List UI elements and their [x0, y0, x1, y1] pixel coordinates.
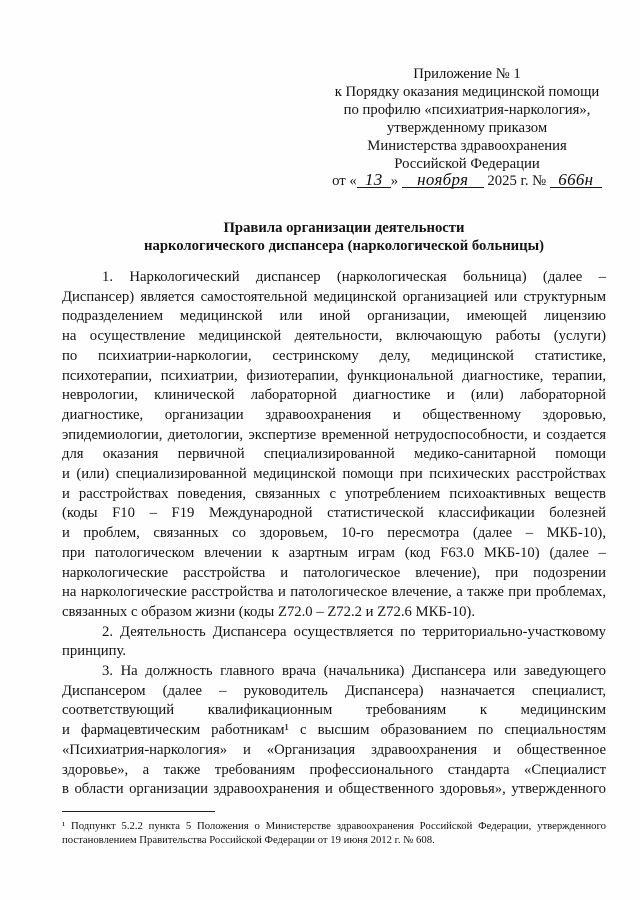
date-year: 2025 г. №: [487, 173, 547, 190]
appendix-header-line: к Порядку оказания медицинской помощи: [334, 83, 600, 100]
footnote-line: ¹ Подпункт 5.2.2 пункта 5 Положения о Министерстве здравоохранения Российской Федерации, утвержденного: [62, 820, 606, 832]
paragraph-line: и (или) специализированной медицинской помощи при психических расстройствах: [62, 466, 606, 483]
paragraph-line: на осуществление медицинской деятельности, включающую работы (услуги): [62, 328, 606, 345]
paragraph-3: [62, 662, 606, 800]
appendix-number: Приложение № 1: [413, 66, 521, 82]
paragraph-line: Диспансером (далее – руководитель Диспансера) назначается специалист,: [62, 682, 606, 699]
title-line: наркологического диспансера (наркологической больницы): [144, 238, 544, 254]
appendix-header-line: по профилю «психиатрия-наркология»,: [343, 101, 591, 118]
paragraph-line: по психиатрии-наркологии, сестринскому делу, медицинской статистике,: [62, 347, 606, 364]
footnote: [62, 819, 606, 847]
order-date-line: [322, 170, 612, 191]
paragraph-line: принципу.: [62, 643, 127, 660]
paragraph-line: при патологическом влечении к азартным играм (код F63.0 МКБ-10) (далее –: [62, 544, 606, 561]
appendix-header: [322, 66, 612, 191]
date-quote-close: »: [390, 173, 399, 190]
paragraph-line: и проблем, связанных со здоровьем, 10-го пересмотра (далее – МКБ-10),: [62, 525, 606, 542]
paragraph-line: (коды F10 – F19 Международной статистической классификации болезней: [62, 505, 606, 522]
paragraph-line: наркологические расстройства и патологическое влечение), при подозрении: [62, 564, 606, 581]
paragraph-line: психотерапии, психиатрии, физиотерапии, функциональной диагностике, терапии,: [62, 367, 606, 384]
paragraph-line: диагностике, организации здравоохранения и общественному здоровью,: [62, 406, 606, 423]
paragraph-line: «Психиатрия-наркология» и «Организация здравоохранения и общественное: [62, 741, 606, 758]
paragraph-line: соответствующий квалификационным требованиям к медицинским: [62, 702, 606, 719]
paragraph-line: в области организации здравоохранения и общественного здоровья», утвержденного: [62, 781, 606, 798]
paragraph-line: 2. Деятельность Диспансера осуществляется по территориально-участковому: [102, 623, 606, 640]
paragraph-line: связанных с образом жизни (коды Z72.0 – Z72.2 и Z72.6 МКБ-10).: [62, 603, 475, 620]
paragraph-line: подразделением медицинской или иной организации, имеющей лицензию: [62, 308, 606, 325]
paragraph-2: [62, 623, 606, 662]
paragraph-line: для оказания первичной специализированной медико-санитарной помощи: [62, 446, 606, 463]
document-body: [62, 268, 606, 800]
paragraph-line: и расстройствах поведения, связанных с употреблением психоактивных веществ: [62, 485, 606, 502]
date-prefix: от «: [332, 173, 357, 190]
handwritten-month: ноября: [402, 173, 484, 188]
appendix-header-line: Министерства здравоохранения: [367, 137, 567, 154]
paragraph-line: 1. Наркологический диспансер (наркологическая больница) (далее –: [102, 269, 606, 285]
paragraph-line: и фармацевтическим работникам¹ с высшим образованием по специальностям: [62, 722, 606, 739]
appendix-header-line: Российской Федерации: [394, 155, 540, 172]
paragraph-line: неврологии, клинической лабораторной диагностике и (или) лабораторной: [62, 387, 606, 404]
paragraph-1: [62, 268, 606, 623]
title-line: Правила организации деятельности: [223, 220, 465, 236]
paragraph-line: эпидемиологии, диетологии, экспертизе временной нетрудоспособности, и создается: [62, 426, 606, 443]
footnote-separator: [62, 811, 215, 812]
footnote-line: постановлением Правительства Российской Федерации от 19 июня 2012 г. № 608.: [62, 834, 435, 846]
document-title: [70, 219, 618, 255]
handwritten-day: 13: [357, 173, 391, 188]
paragraph-line: Диспансер) является самостоятельной медицинской организацией или структурным: [62, 288, 606, 305]
handwritten-order-number: 666н: [550, 173, 602, 188]
paragraph-line: на наркологические расстройства и патологическое влечение, а также при проблемах,: [62, 584, 606, 601]
paragraph-line: здоровье», а также требованиям профессионального стандарта «Специалист: [62, 761, 606, 778]
paragraph-line: 3. На должность главного врача (начальника) Диспансера или заведующего: [102, 663, 606, 680]
appendix-header-line: утвержденному приказом: [386, 119, 548, 136]
